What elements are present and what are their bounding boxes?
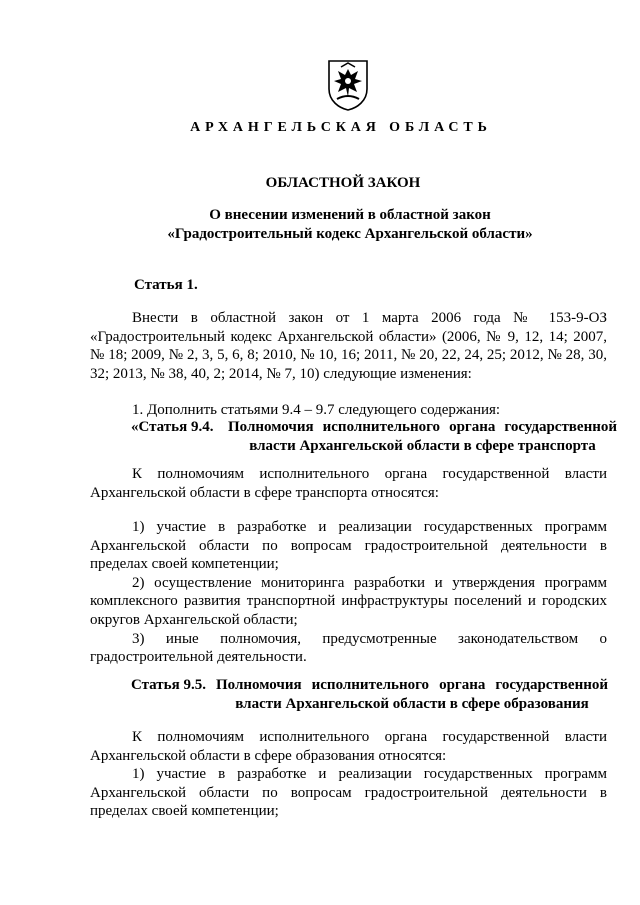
article1-item1 [90,401,607,420]
art94-point3: 3) иные полномочия, предусмотренные законодательством о градостроительной деятельности. [90,630,607,666]
art95-body [90,728,607,821]
article1-item1-text: 1. Дополнить статьями 9.4 – 9.7 следующего содержания: [132,402,501,418]
law-title-line2: «Градостроительный кодекс Архангельской области» [167,226,533,242]
law-title-line1: О внесении изменений в областной закон [209,207,491,223]
art94-point1: 1) участие в разработке и реализации государственных программ Архангельской области по вопросам градостроительной деятельности в пределах своей компетенции; [90,519,607,573]
article1-intro-text: Внести в областной закон от 1 марта 2006 года № 153-9-ОЗ «Градостроительный кодекс Архангельской области» (2006, № 9, 12, 14; 2007, № 18; 2009, № 2, 3, 5, 6, 8; 2010, № 10, 16; 2011, № 20, 22, 24, 25; 2012, № 28, 30, 32; 2013, № 38, 40, 2; 2014, № 7, 10) следующие изменения: [90,310,607,382]
art94-point2: 2) осуществление мониторинга разработки и утверждения программ комплексного развития транспортной инфраструктуры поселений и городских округов Архангельской области; [90,574,607,628]
law-title [60,206,640,244]
article1-heading: Статья 1. [134,277,198,293]
coat-of-arms-icon [327,59,369,111]
art94-number: «Статья 9.4. [131,419,214,435]
region-name: АРХАНГЕЛЬСКАЯ ОБЛАСТЬ [190,120,492,135]
art95-number: Статья 9.5. [131,677,206,693]
art94-title: Полномочия исполнительного органа государственной власти Архангельской области в сфере транспорта [228,419,617,454]
art94-points [90,518,607,667]
art94-intro [90,465,607,502]
art94-intro-text: К полномочиям исполнительного органа государственной власти Архангельской области в сфере транспорта относятся: [90,466,607,501]
art95-point1: 1) участие в разработке и реализации государственных программ Архангельской области по вопросам градостроительной деятельности в пределах своей компетенции; [90,766,607,820]
law-type: ОБЛАСТНОЙ ЗАКОН [265,175,421,191]
article1-intro [90,309,607,383]
art95-intro-text: К полномочиям исполнительного органа государственной власти Архангельской области в сфере образования относятся: [90,729,607,764]
art95-title: Полномочия исполнительного органа государственной власти Архангельской области в сфере образования [216,677,608,712]
